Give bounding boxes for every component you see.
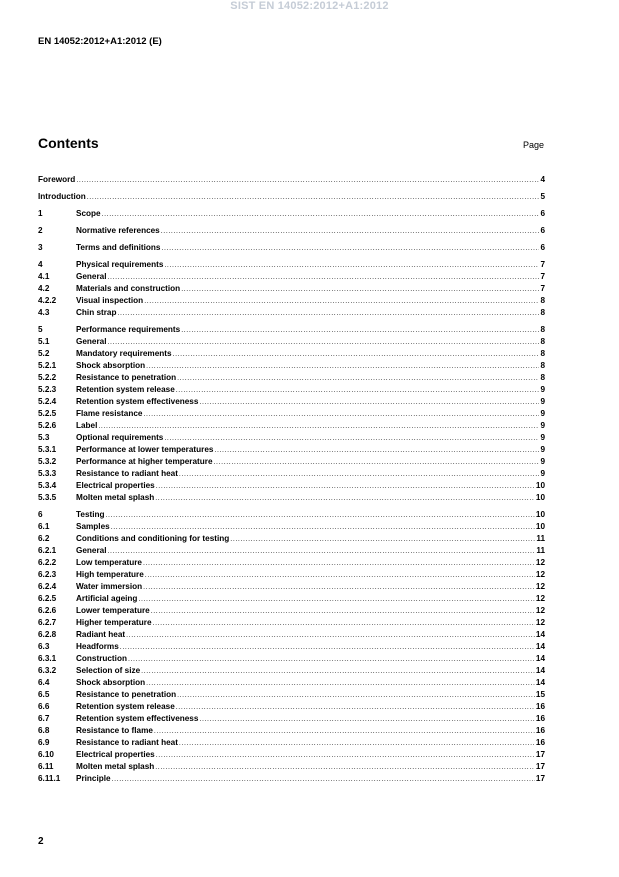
toc-entry-page[interactable]: 14 (535, 654, 545, 663)
toc-entry-number: 5.1 (38, 337, 50, 346)
toc-entry-page[interactable]: 11 (536, 534, 545, 543)
toc-entry-title[interactable]: Selection of size (76, 666, 141, 675)
toc-entry[interactable] (38, 713, 545, 725)
dot-leader (143, 558, 535, 570)
toc-entry[interactable] (38, 653, 545, 665)
toc-entry-number: 6.11 (38, 762, 54, 771)
dot-leader (156, 481, 535, 493)
toc-entry[interactable] (38, 420, 545, 432)
toc-entry-title[interactable]: Performance at higher temperature (76, 457, 213, 466)
toc-entry-page[interactable]: 14 (535, 666, 545, 675)
toc-entry-number: 6.2 (38, 534, 50, 543)
toc-entry[interactable] (38, 533, 545, 545)
dot-leader (106, 510, 535, 522)
toc-entry-number: 6.2.8 (38, 630, 57, 639)
dot-leader (154, 726, 535, 738)
toc-entry-title[interactable]: General (76, 337, 107, 346)
dot-leader (143, 582, 535, 594)
dot-leader (156, 750, 535, 762)
toc-entry-page[interactable]: 9 (540, 397, 545, 406)
toc-entry-title[interactable]: Shock absorption (76, 678, 146, 687)
toc-entry[interactable] (38, 396, 545, 408)
toc-entry-page[interactable]: 14 (535, 678, 545, 687)
toc-entry[interactable] (38, 677, 545, 689)
toc-entry-number: 6.2.2 (38, 558, 57, 567)
toc-entry-number: 6.6 (38, 702, 50, 711)
toc-entry-number: 5.2.3 (38, 385, 57, 394)
toc-entry-page[interactable]: 12 (535, 582, 545, 591)
toc-entry[interactable] (38, 581, 545, 593)
dot-leader (108, 546, 536, 558)
toc-entry-title[interactable]: Radiant heat (76, 630, 126, 639)
toc-entry[interactable] (38, 324, 545, 336)
toc-entry[interactable] (38, 749, 545, 761)
toc-entry[interactable] (38, 629, 545, 641)
toc-entry[interactable] (38, 773, 545, 785)
toc-entry-page[interactable]: 12 (535, 618, 545, 627)
toc-entry-page[interactable]: 4 (540, 175, 545, 184)
toc-entry[interactable] (38, 271, 545, 283)
toc-entry-number: 5.3.4 (38, 481, 57, 490)
toc-entry-page[interactable]: 6 (540, 243, 545, 252)
dot-leader (181, 284, 539, 296)
toc-entry-page[interactable]: 8 (540, 337, 545, 346)
toc-entry-page[interactable]: 8 (540, 308, 545, 317)
toc-entry[interactable] (38, 208, 545, 220)
toc-entry-number: 5.2 (38, 349, 50, 358)
toc-entry-page[interactable]: 7 (540, 284, 545, 293)
toc-entry[interactable] (38, 295, 545, 307)
toc-entry-title[interactable]: Lower temperature (76, 606, 150, 615)
toc-entry-page[interactable]: 9 (540, 409, 545, 418)
toc-entry-number: 6 (38, 510, 43, 519)
toc-entry-number: 4.1 (38, 272, 50, 281)
toc-entry-number: 5.3.3 (38, 469, 57, 478)
toc-entry[interactable] (38, 725, 545, 737)
toc-entry-title[interactable]: Resistance to radiant heat (76, 738, 178, 747)
toc-entry-title[interactable]: Optional requirements (76, 433, 164, 442)
dot-leader (164, 260, 539, 272)
toc-entry[interactable] (38, 242, 545, 254)
toc-entry[interactable] (38, 372, 545, 384)
toc-entry-page[interactable]: 17 (535, 750, 545, 759)
toc-entry-title[interactable]: Resistance to penetration (76, 690, 177, 699)
watermark: SIST EN 14052:2012+A1:2012 (230, 0, 389, 12)
table-of-contents (38, 174, 545, 785)
toc-entry-page[interactable]: 12 (535, 606, 545, 615)
toc-entry-title[interactable]: Construction (76, 654, 127, 663)
toc-entry-number: 4.2 (38, 284, 50, 293)
toc-entry-title[interactable]: General (76, 546, 107, 555)
toc-entry-title[interactable]: Retention system effectiveness (76, 397, 199, 406)
dot-leader (98, 421, 539, 433)
toc-entry[interactable] (38, 480, 545, 492)
dot-leader (177, 373, 539, 385)
toc-entry-title[interactable]: Chin strap (76, 308, 117, 317)
toc-entry-title[interactable]: Molten metal splash (76, 762, 155, 771)
toc-entry-page[interactable]: 9 (540, 457, 545, 466)
toc-entry[interactable] (38, 336, 545, 348)
dot-leader (214, 445, 539, 457)
toc-entry[interactable] (38, 360, 545, 372)
toc-entry-number: 5 (38, 325, 43, 334)
dot-leader (141, 666, 535, 678)
toc-entry-number: 6.2.5 (38, 594, 57, 603)
toc-entry[interactable] (38, 348, 545, 360)
toc-entry[interactable] (38, 408, 545, 420)
toc-entry-number: 6.3.1 (38, 654, 57, 663)
toc-entry-title[interactable]: Performance at lower temperatures (76, 445, 214, 454)
dot-leader (151, 606, 535, 618)
toc-entry-title[interactable]: Principle (76, 774, 111, 783)
toc-entry-number: 6.3.2 (38, 666, 57, 675)
toc-entry-number: 6.2.1 (38, 546, 57, 555)
toc-entry[interactable] (38, 665, 545, 677)
toc-entry[interactable] (38, 593, 545, 605)
dot-leader (173, 349, 540, 361)
toc-entry-page[interactable]: 9 (540, 433, 545, 442)
page-number: 2 (38, 836, 44, 847)
toc-entry[interactable] (38, 283, 545, 295)
toc-entry-number: 1 (38, 209, 43, 218)
toc-entry-page[interactable]: 6 (540, 226, 545, 235)
toc-entry-page[interactable]: 14 (535, 630, 545, 639)
dot-leader (153, 618, 535, 630)
toc-entry-page[interactable]: 16 (535, 702, 545, 711)
toc-entry-title[interactable]: Mandatory requirements (76, 349, 172, 358)
toc-entry[interactable] (38, 737, 545, 749)
toc-entry-number: 6.8 (38, 726, 50, 735)
toc-entry[interactable] (38, 761, 545, 773)
dot-leader (128, 654, 535, 666)
toc-entry-number: 6.2.4 (38, 582, 57, 591)
toc-entry-title[interactable]: Retention system release (76, 702, 175, 711)
toc-entry-page[interactable]: 8 (540, 373, 545, 382)
dot-leader (146, 361, 539, 373)
toc-entry-number: 5.2.1 (38, 361, 57, 370)
toc-entry-title[interactable]: Artificial ageing (76, 594, 138, 603)
dot-leader (164, 433, 539, 445)
toc-entry-number: 6.2.7 (38, 618, 57, 627)
toc-entry-page[interactable]: 8 (540, 361, 545, 370)
toc-entry-title[interactable]: Samples (76, 522, 110, 531)
toc-entry-title[interactable]: Retention system effectiveness (76, 714, 199, 723)
toc-entry-title[interactable]: Conditions and conditioning for testing (76, 534, 230, 543)
toc-entry-title[interactable]: Introduction (38, 192, 86, 201)
toc-entry-page[interactable]: 16 (535, 726, 545, 735)
dot-leader (155, 493, 535, 505)
dot-leader (161, 226, 540, 238)
toc-entry-title[interactable]: Low temperature (76, 558, 142, 567)
toc-entry-title[interactable]: Label (76, 421, 98, 430)
dot-leader (144, 296, 539, 308)
toc-entry-title[interactable]: Terms and definitions (76, 243, 161, 252)
toc-entry-title[interactable]: General (76, 272, 107, 281)
toc-entry-number: 5.3 (38, 433, 50, 442)
toc-entry-number: 4.2.2 (38, 296, 57, 305)
toc-entry-number: 6.1 (38, 522, 50, 531)
toc-entry-page[interactable]: 5 (540, 192, 545, 201)
dot-leader (199, 714, 534, 726)
dot-leader (87, 192, 540, 204)
toc-entry-title[interactable]: Scope (76, 209, 101, 218)
toc-entry-number: 4 (38, 260, 43, 269)
dot-leader (108, 337, 540, 349)
contents-title: Contents (38, 135, 99, 151)
toc-entry-number: 6.9 (38, 738, 50, 747)
toc-entry[interactable] (38, 492, 545, 504)
toc-entry-title[interactable]: Materials and construction (76, 284, 181, 293)
toc-entry-page[interactable]: 12 (535, 570, 545, 579)
dot-leader (146, 678, 535, 690)
toc-entry-number: 6.7 (38, 714, 50, 723)
toc-entry[interactable] (38, 617, 545, 629)
toc-entry-title[interactable]: Resistance to flame (76, 726, 153, 735)
toc-entry-title[interactable]: Foreword (38, 175, 76, 184)
toc-entry-page[interactable]: 10 (535, 510, 545, 519)
toc-entry-page[interactable]: 8 (540, 296, 545, 305)
toc-entry-page[interactable]: 9 (540, 421, 545, 430)
toc-entry[interactable] (38, 701, 545, 713)
toc-entry[interactable] (38, 557, 545, 569)
toc-entry-page[interactable]: 16 (535, 714, 545, 723)
toc-entry-page[interactable]: 9 (540, 445, 545, 454)
toc-entry-number: 5.3.2 (38, 457, 57, 466)
toc-entry-title[interactable]: Testing (76, 510, 105, 519)
toc-entry-title[interactable]: Water immersion (76, 582, 143, 591)
toc-entry[interactable] (38, 641, 545, 653)
dot-leader (120, 642, 535, 654)
dot-leader (126, 630, 535, 642)
dot-leader (176, 385, 540, 397)
toc-entry-number: 3 (38, 243, 43, 252)
toc-entry[interactable] (38, 605, 545, 617)
toc-entry-page[interactable]: 9 (540, 385, 545, 394)
dot-leader (176, 702, 535, 714)
toc-entry-page[interactable]: 10 (535, 493, 545, 502)
dot-leader (161, 243, 539, 255)
toc-entry-title[interactable]: Retention system release (76, 385, 175, 394)
dot-leader (118, 308, 540, 320)
dot-leader (230, 534, 535, 546)
toc-entry[interactable] (38, 456, 545, 468)
dot-leader (177, 690, 535, 702)
toc-entry-page[interactable]: 16 (535, 738, 545, 747)
toc-entry-number: 5.3.5 (38, 493, 57, 502)
toc-entry[interactable] (38, 174, 545, 186)
toc-entry-title[interactable]: Resistance to radiant heat (76, 469, 178, 478)
dot-leader (155, 762, 535, 774)
dot-leader (179, 469, 540, 481)
dot-leader (112, 774, 535, 786)
toc-entry-title[interactable]: Electrical properties (76, 481, 155, 490)
toc-entry-page[interactable]: 11 (536, 546, 545, 555)
dot-leader (199, 397, 539, 409)
toc-entry-title[interactable]: Performance requirements (76, 325, 181, 334)
toc-entry-page[interactable]: 10 (535, 522, 545, 531)
toc-entry[interactable] (38, 384, 545, 396)
dot-leader (181, 325, 539, 337)
toc-entry-page[interactable]: 14 (535, 642, 545, 651)
document-id: EN 14052:2012+A1:2012 (E) (38, 36, 162, 47)
dot-leader (76, 175, 539, 187)
toc-entry-page[interactable]: 15 (535, 690, 545, 699)
dot-leader (179, 738, 535, 750)
toc-entry-title[interactable]: Electrical properties (76, 750, 155, 759)
toc-entry[interactable] (38, 307, 545, 319)
dot-leader (138, 594, 534, 606)
toc-entry[interactable] (38, 545, 545, 557)
toc-entry[interactable] (38, 191, 545, 203)
toc-entry-page[interactable]: 17 (535, 762, 545, 771)
toc-entry-page[interactable]: 9 (540, 469, 545, 478)
toc-entry-page[interactable]: 10 (535, 481, 545, 490)
toc-entry-page[interactable]: 8 (540, 349, 545, 358)
toc-entry[interactable] (38, 468, 545, 480)
toc-entry-number: 6.2.3 (38, 570, 57, 579)
toc-entry-number: 5.2.4 (38, 397, 57, 406)
toc-entry-title[interactable]: Normative references (76, 226, 160, 235)
toc-entry-page[interactable]: 17 (535, 774, 545, 783)
toc-entry-title[interactable]: Visual inspection (76, 296, 144, 305)
toc-entry-number: 6.2.6 (38, 606, 57, 615)
toc-entry-number: 6.4 (38, 678, 50, 687)
toc-entry-number: 5.3.1 (38, 445, 57, 454)
toc-entry-number: 5.2.5 (38, 409, 57, 418)
toc-entry-title[interactable]: Resistance to penetration (76, 373, 177, 382)
toc-entry-page[interactable]: 8 (540, 325, 545, 334)
toc-entry[interactable] (38, 444, 545, 456)
toc-entry[interactable] (38, 432, 545, 444)
toc-entry-number: 5.2.6 (38, 421, 57, 430)
toc-entry-number: 4.3 (38, 308, 50, 317)
page-column-label: Page (523, 140, 545, 150)
toc-entry-number: 6.10 (38, 750, 54, 759)
toc-entry-title[interactable]: Physical requirements (76, 260, 164, 269)
toc-entry[interactable] (38, 689, 545, 701)
toc-entry-title[interactable]: Headforms (76, 642, 119, 651)
toc-entry-title[interactable]: High temperature (76, 570, 144, 579)
toc-entry-page[interactable]: 12 (535, 558, 545, 567)
toc-entry-page[interactable]: 7 (540, 260, 545, 269)
toc-entry[interactable] (38, 569, 545, 581)
toc-entry[interactable] (38, 521, 545, 533)
toc-entry[interactable] (38, 225, 545, 237)
toc-entry-page[interactable]: 6 (540, 209, 545, 218)
dot-leader (143, 409, 539, 421)
toc-entry-number: 2 (38, 226, 43, 235)
toc-entry-page[interactable]: 7 (540, 272, 545, 281)
toc-entry-title[interactable]: Higher temperature (76, 618, 152, 627)
toc-entry-title[interactable]: Flame resistance (76, 409, 143, 418)
toc-entry-number: 6.3 (38, 642, 50, 651)
toc-entry-number: 5.2.2 (38, 373, 57, 382)
dot-leader (102, 209, 540, 221)
toc-entry-number: 6.5 (38, 690, 50, 699)
toc-entry-page[interactable]: 12 (535, 594, 545, 603)
dot-leader (214, 457, 540, 469)
toc-entry-title[interactable]: Shock absorption (76, 361, 146, 370)
toc-entry[interactable] (38, 259, 545, 271)
toc-entry-number: 6.11.1 (38, 774, 61, 783)
toc-entry[interactable] (38, 509, 545, 521)
toc-entry-title[interactable]: Molten metal splash (76, 493, 155, 502)
dot-leader (145, 570, 535, 582)
